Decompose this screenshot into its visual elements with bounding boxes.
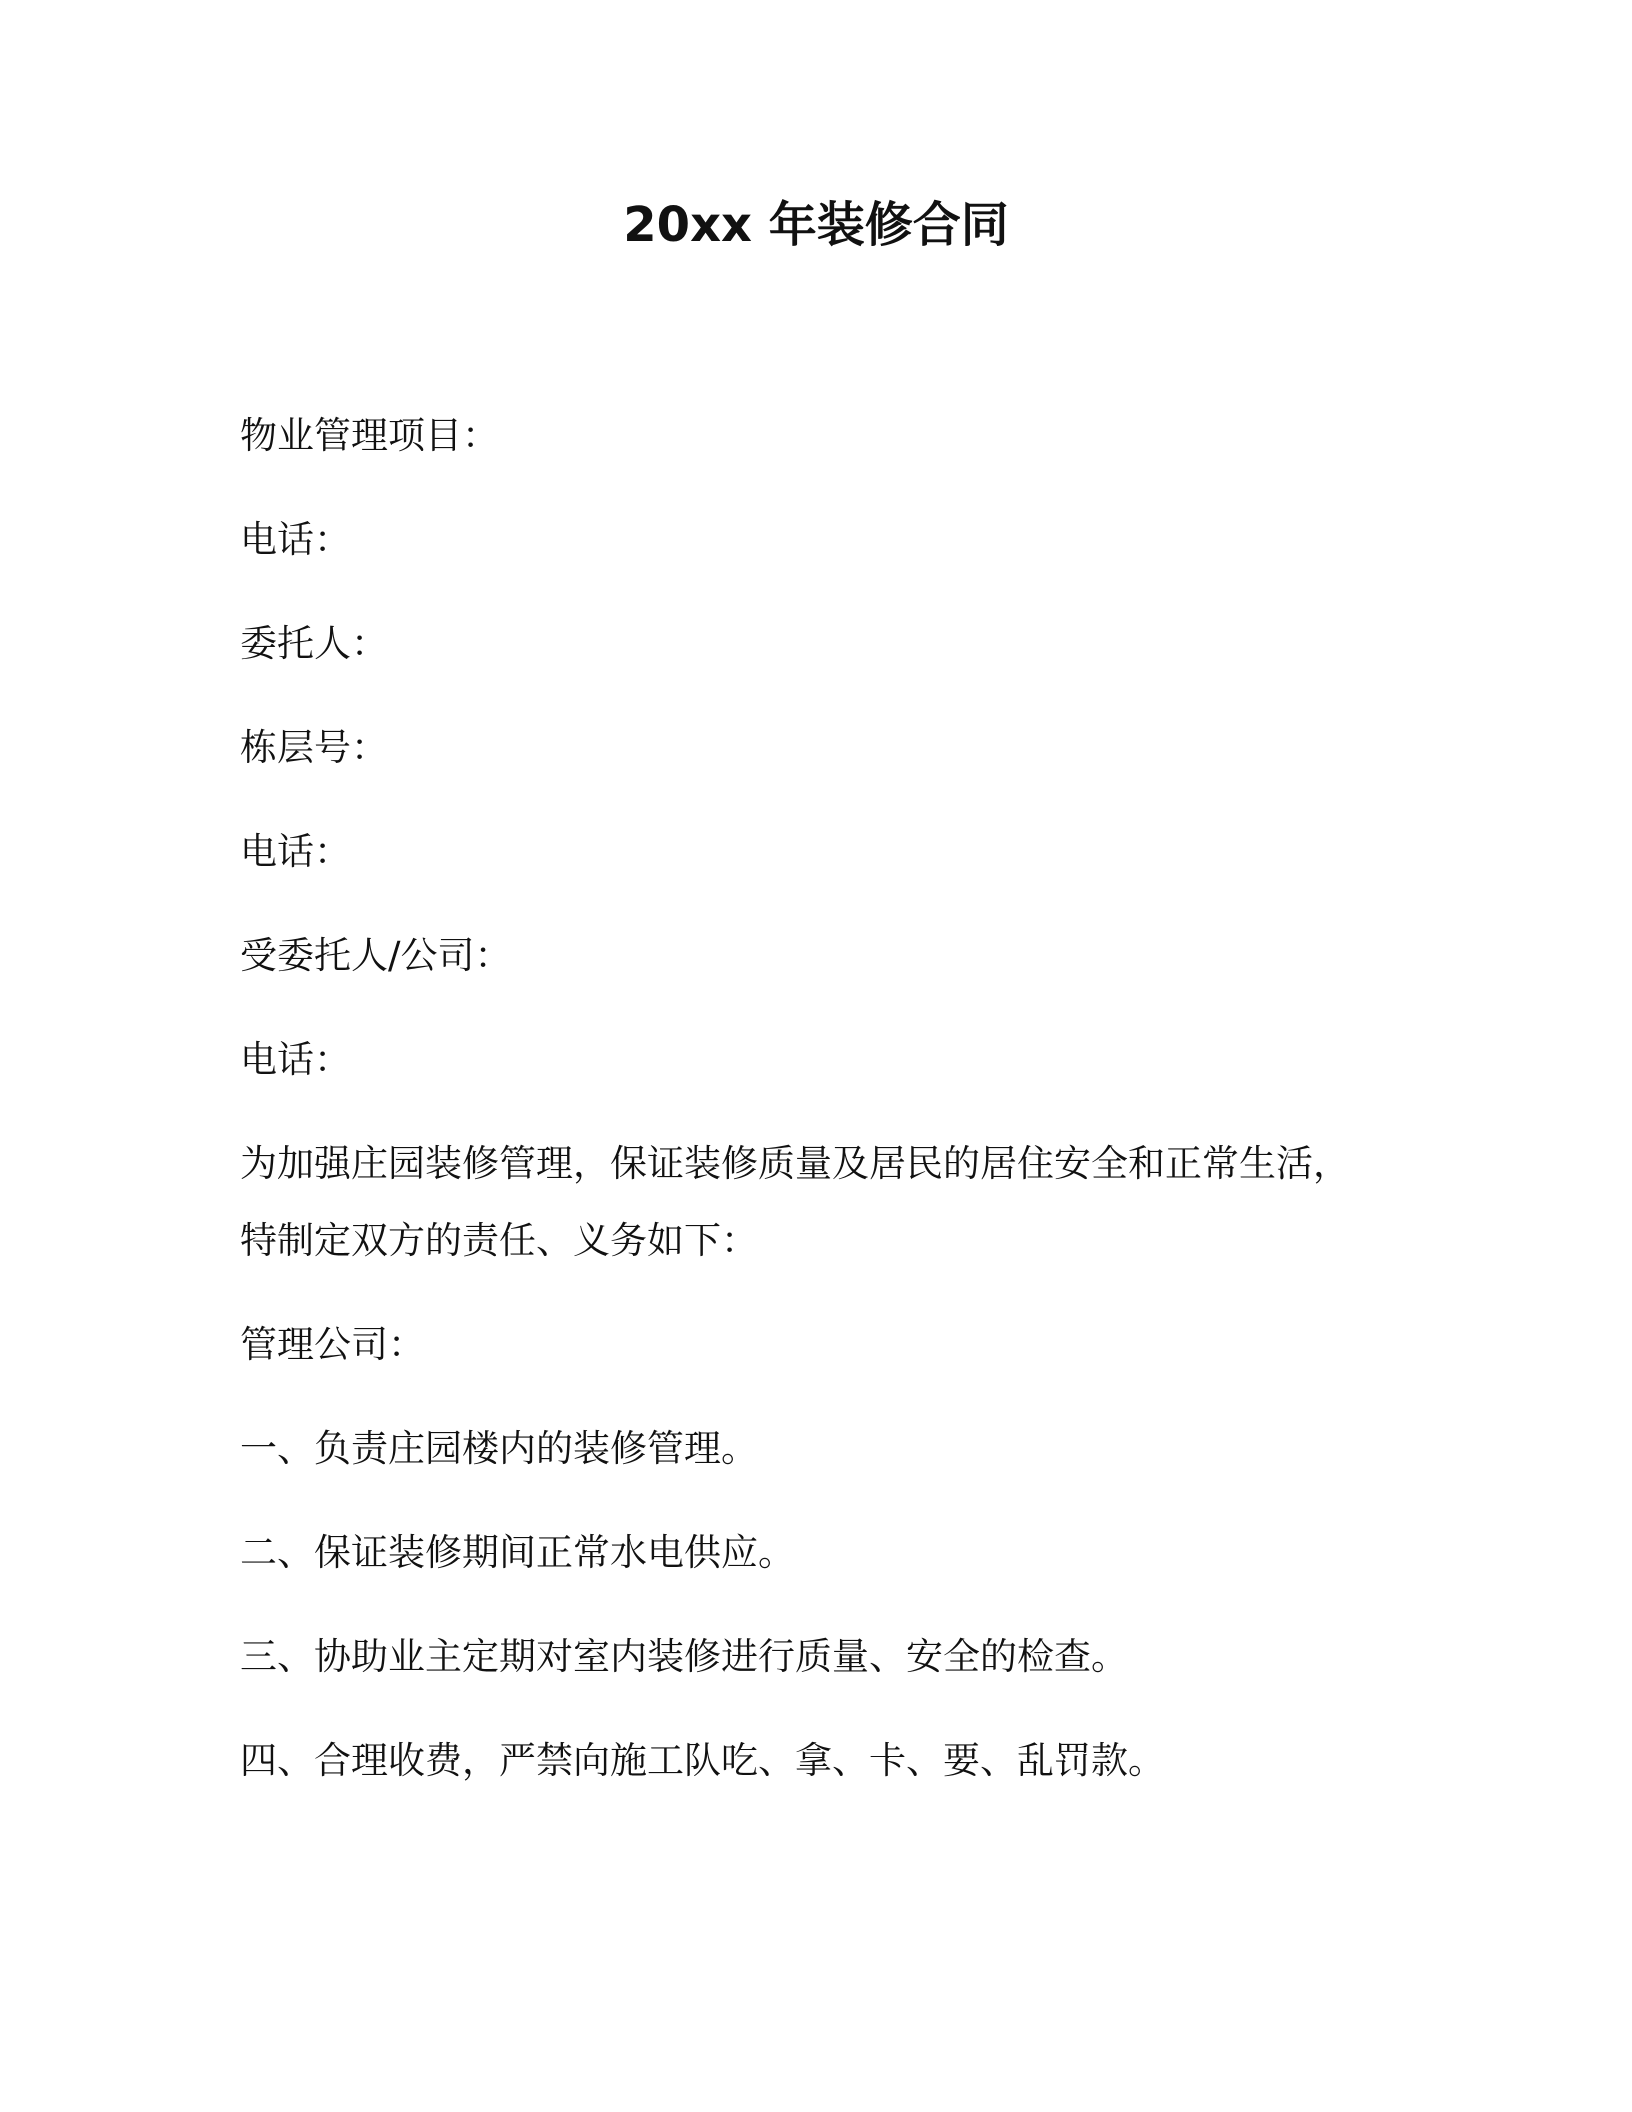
field-property-project: 物业管理项目： xyxy=(240,414,499,457)
field-phone-3: 电话： xyxy=(240,1038,351,1081)
clause-2: 二、保证装修期间正常水电供应。 xyxy=(240,1531,795,1574)
clause-3: 三、协助业主定期对室内装修进行质量、安全的检查。 xyxy=(240,1635,1128,1678)
field-client: 委托人： xyxy=(240,622,388,665)
field-building-floor: 栋层号： xyxy=(240,726,388,769)
document-body xyxy=(240,410,1390,1787)
field-phone-1: 电话： xyxy=(240,518,351,561)
clause-4: 四、合理收费，严禁向施工队吃、拿、卡、要、乱罚款。 xyxy=(240,1739,1165,1782)
intro-line-1: 为加强庄园装修管理，保证装修质量及居民的居住安全和正常生活， xyxy=(240,1142,1350,1185)
field-contractor: 受委托人/公司： xyxy=(240,934,512,977)
intro-line-2: 特制定双方的责任、义务如下： xyxy=(240,1219,758,1262)
field-phone-2: 电话： xyxy=(240,830,351,873)
document-title: 20xx 年装修合同 xyxy=(623,197,1009,253)
section-heading: 管理公司： xyxy=(240,1323,425,1366)
clause-1: 一、负责庄园楼内的装修管理。 xyxy=(240,1427,758,1470)
